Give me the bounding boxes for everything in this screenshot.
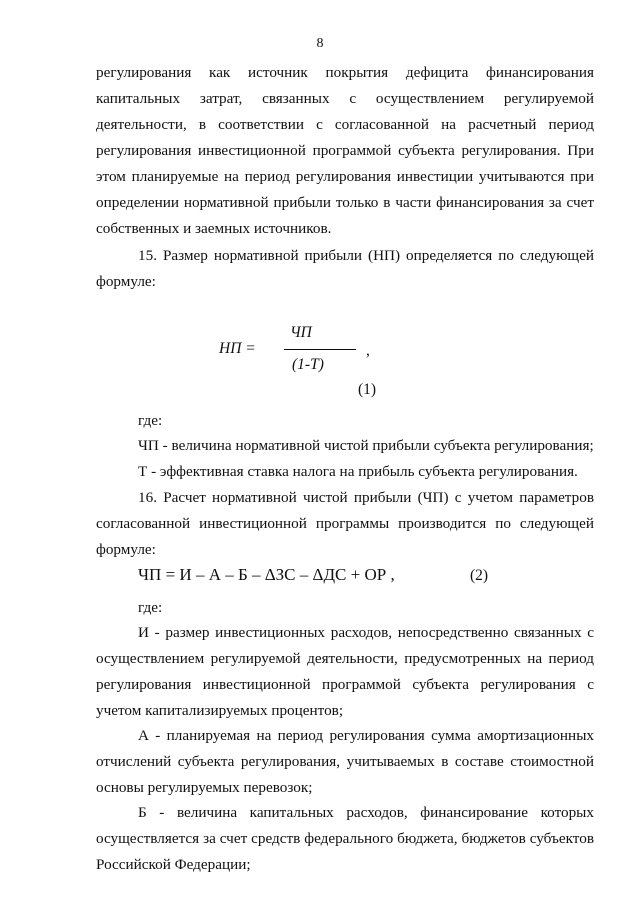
formula-2: ЧП = И – А – Б – ΔЗС – ΔДС + ОР , xyxy=(138,565,395,584)
definition-line: учетом капитализируемых процентов; xyxy=(96,702,344,719)
paragraph-16-line: формуле: xyxy=(96,541,156,558)
text-line: капитальных затрат, связанных с осуществлением регулируемой xyxy=(96,90,594,107)
where-label: где: xyxy=(138,412,163,429)
definition-line: основы регулируемых перевозок; xyxy=(96,779,313,796)
definition-line: А - планируемая на период регулирования сумма амортизационных xyxy=(138,727,594,744)
text-line: этом планируемые на период регулирования инвестиции учитываются при xyxy=(96,168,594,185)
paragraph-16-line: 16. Расчет нормативной чистой прибыли (ЧП) с учетом параметров xyxy=(138,489,594,506)
text-line: регулирования как источник покрытия дефицита финансирования xyxy=(96,64,594,81)
definition-line: И - размер инвестиционных расходов, непосредственно связанных с xyxy=(138,624,594,641)
formula-1-comma: , xyxy=(366,342,370,359)
equation-number-1: (1) xyxy=(358,381,377,398)
page-number: 8 xyxy=(316,36,324,51)
equation-number-2: (2) xyxy=(470,567,489,584)
definition-line: отчислений субъекта регулирования, учитываемых в составе стоимостной xyxy=(96,753,594,770)
definition-line: ЧП - величина нормативной чистой прибыли субъекта регулирования; xyxy=(138,437,594,454)
formula-1-lhs: НП = xyxy=(219,340,256,357)
formula-1-numerator: ЧП xyxy=(290,324,312,341)
formula-1-denominator: (1-Т) xyxy=(292,356,324,373)
text-line: деятельности, в соответствии с согласованной на расчетный период xyxy=(96,116,594,133)
paragraph-15-line: формуле: xyxy=(96,273,156,290)
text-line: собственных и заемных источников. xyxy=(96,220,332,237)
definition-line: Б - величина капитальных расходов, финансирование которых xyxy=(138,804,594,821)
fraction-bar xyxy=(284,349,356,350)
definition-line: регулирования инвестиционной программой субъекта регулирования с xyxy=(96,676,594,693)
paragraph-15-line: 15. Размер нормативной прибыли (НП) определяется по следующей xyxy=(138,247,594,264)
text-line: определении нормативной прибыли только в части финансирования за счет xyxy=(96,194,594,211)
definition-line: осуществляется за счет средств федерального бюджета, бюджетов субъектов xyxy=(96,830,594,847)
definition-line: Т - эффективная ставка налога на прибыль субъекта регулирования. xyxy=(138,463,578,480)
formula-1 xyxy=(0,318,640,408)
where-label: где: xyxy=(138,599,163,616)
text-line: регулирования инвестиционной программой субъекта регулирования. При xyxy=(96,142,594,159)
paragraph-16-line: согласованной инвестиционной программы производится по следующей xyxy=(96,515,594,532)
definition-line: Российской Федерации; xyxy=(96,856,251,873)
definition-line: осуществлением регулируемой деятельности, предусмотренных на период xyxy=(96,650,594,667)
